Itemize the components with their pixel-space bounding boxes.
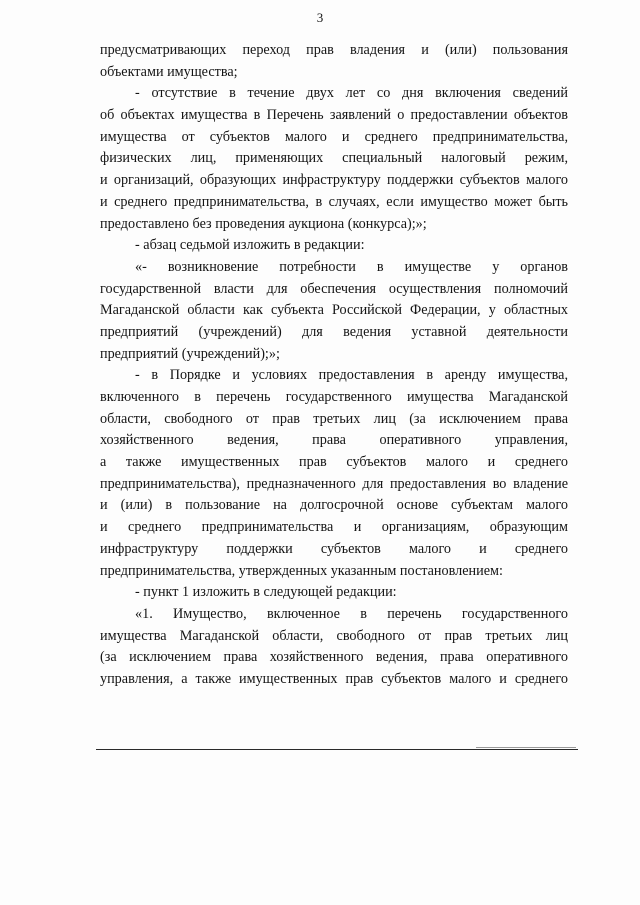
text-line: инфраструктуру поддержки субъектов малого и среднего: [100, 540, 568, 557]
page-number: 3: [316, 10, 324, 25]
text-line: а также имущественных прав субъектов малого и среднего: [100, 454, 568, 471]
text-line: и среднего предпринимательства, в случаях, если имущество может быть: [100, 193, 568, 210]
body-text: [100, 40, 568, 691]
text-line: и организаций, образующих инфраструктуру поддержки субъектов малого: [100, 172, 568, 189]
text-line: - в Порядке и условиях предоставления в аренду имущества,: [135, 367, 568, 384]
text-line: «- возникновение потребности в имуществе у органов: [135, 258, 568, 275]
text-line: Магаданской области как субъекта Российской Федерации, у областных: [100, 302, 568, 319]
text-line: (за исключением права хозяйственного ведения, права оперативного: [100, 649, 568, 666]
text-line: физических лиц, применяющих специальный налоговый режим,: [100, 150, 568, 167]
text-line: - отсутствие в течение двух лет со дня включения сведений: [135, 85, 568, 102]
text-line: объектами имущества;: [100, 63, 238, 80]
text-line: - пункт 1 изложить в следующей редакции:: [135, 584, 397, 601]
text-line: управления, а также имущественных прав субъектов малого и среднего: [100, 670, 568, 687]
text-line: имущества от субъектов малого и среднего предпринимательства,: [100, 128, 568, 145]
text-line: области, свободного от прав третьих лиц (за исключением права: [100, 410, 568, 427]
text-line: предприятий (учреждений);»;: [100, 345, 280, 362]
text-line: «1. Имущество, включенное в перечень государственного: [135, 605, 568, 622]
text-line: включенного в перечень государственного имущества Магаданской: [100, 389, 568, 405]
footer-rule: [96, 749, 578, 750]
text-line: предусматривающих переход прав владения и (или) пользования: [100, 42, 568, 58]
text-line: имущества Магаданской области, свободного от прав третьих лиц: [100, 627, 568, 644]
text-line: предоставлено без проведения аукциона (конкурса);»;: [100, 215, 427, 232]
text-line: предпринимательства), предназначенного для предоставления во владение: [100, 475, 568, 492]
text-line: государственной власти для обеспечения осуществления полномочий: [100, 280, 568, 297]
text-line: и среднего предпринимательства и организациям, образующим: [100, 519, 568, 536]
text-line: и (или) в пользование на долгосрочной основе субъектам малого: [100, 497, 568, 514]
text-line: об объектах имущества в Перечень заявлений о предоставлении объектов: [100, 107, 568, 124]
text-line: предприятий (учреждений) для ведения уставной деятельности: [100, 323, 568, 340]
text-line: хозяйственного ведения, права оперативного управления,: [100, 432, 568, 449]
text-line: предпринимательства, утвержденных указанным постановлением:: [100, 562, 503, 579]
text-line: - абзац седьмой изложить в редакции:: [135, 237, 365, 254]
